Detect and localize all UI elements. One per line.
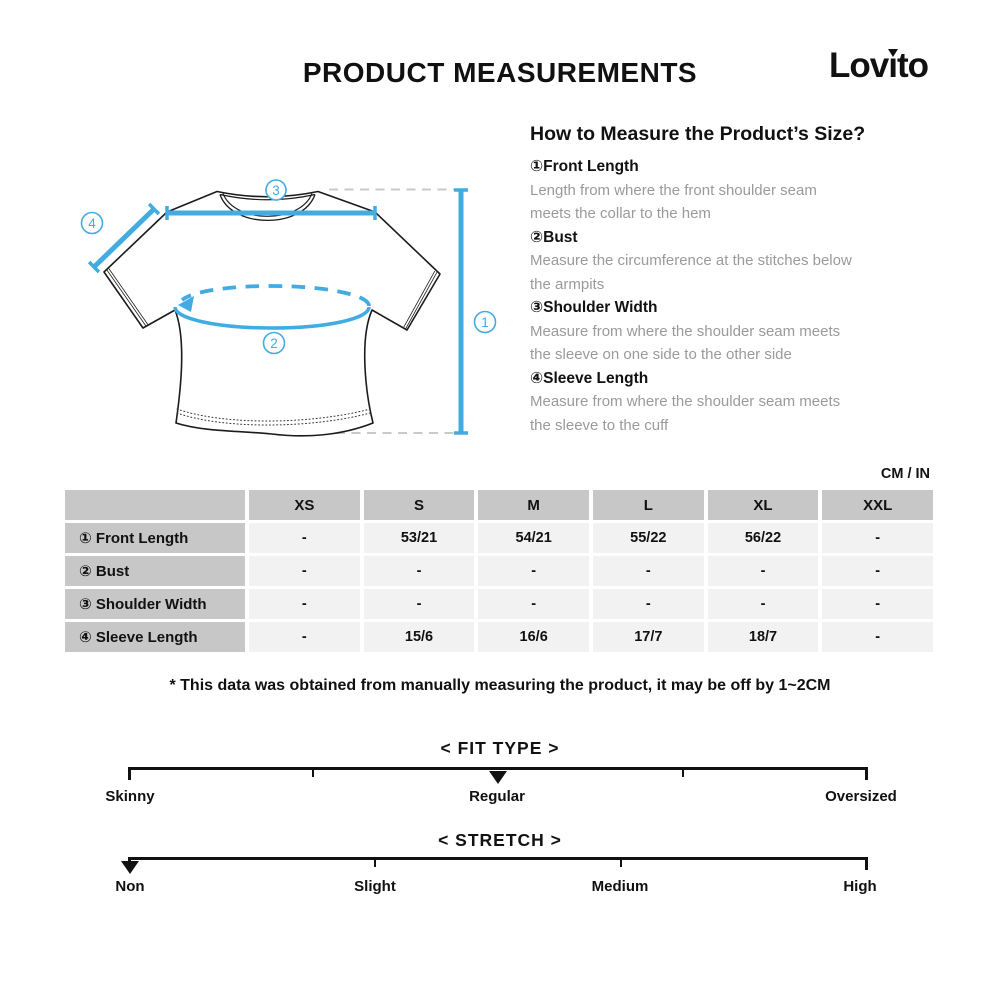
item-number: ③ [530,299,544,316]
howto-item-desc-line: Measure from where the shoulder seam meets [530,393,841,410]
howto-item-title [530,226,930,250]
value-cell: 55/22 [593,523,704,553]
front-length-annotation [454,190,468,433]
value-cell: - [249,556,360,586]
scale-tick [865,857,868,870]
item-number: ④ [530,369,544,387]
howto-item-title [530,367,930,391]
stretch-label-medium: Medium [591,878,649,895]
scale-tick [682,770,684,777]
value-cell: - [593,589,704,619]
size-table [65,490,933,652]
logo-i-dot-icon [888,49,898,57]
marker-3-label: 3 [272,182,280,198]
item-title-text: Sleeve Length [543,369,649,387]
howto-item-desc-line: the armpits [530,275,605,293]
fit-type-label-skinny: Skinny [105,788,155,805]
item-title-text: Shoulder Width [543,299,658,316]
howto-item-desc-line: meets the collar to the hem [530,205,711,222]
value-cell: 16/6 [478,622,589,652]
scale-tick [620,860,622,867]
scale-tick [128,767,131,780]
stretch-label-high: High [843,878,877,895]
page-title: PRODUCT MEASUREMENTS [302,57,698,88]
how-to-measure-section [530,123,930,437]
howto-item-desc-line: the sleeve to the cuff [530,416,669,434]
fit-type-label-oversized: Oversized [825,788,897,805]
value-cell: - [593,556,704,586]
value-cell: - [822,556,933,586]
brand-logo-i-char: ı [888,46,897,85]
marker-shoulder-width [266,180,286,200]
size-col-header-xl: XL [708,490,819,520]
scale-tick [312,770,314,777]
scale-tick [374,860,376,867]
howto-item-desc-line: Length from where the front shoulder seam [530,181,817,199]
brand-logo [829,46,928,86]
value-cell: - [708,556,819,586]
row-label-sleeve-length: ④ Sleeve Length [65,622,245,652]
value-cell: - [249,523,360,553]
item-number: ② [530,228,544,246]
value-cell: 53/21 [364,523,475,553]
howto-item-desc-line: the sleeve on one side to the other side [530,346,792,363]
howto-item-desc-line: Measure from where the shoulder seam meets [530,322,841,340]
row-label-shoulder-width: ③ Shoulder Width [65,589,245,619]
size-col-header-xs: XS [249,490,360,520]
howto-item-desc-line: Measure the circumference at the stitches below [530,252,852,269]
value-cell: 56/22 [708,523,819,553]
stretch-marker-icon [121,861,139,874]
size-col-header-m: M [478,490,589,520]
item-title-text: Front Length [543,158,639,175]
value-cell: - [249,589,360,619]
value-cell: - [249,622,360,652]
marker-bust [264,333,285,354]
value-cell: - [822,523,933,553]
stretch-title: < STRETCH > [438,830,562,850]
item-title-text: Bust [543,228,578,246]
brand-logo-post: to [896,46,928,85]
value-cell: 54/21 [478,523,589,553]
value-cell: 15/6 [364,622,475,652]
row-label-front-length: ① Front Length [65,523,245,553]
marker-4-label: 4 [88,215,96,231]
value-cell: - [364,556,475,586]
item-number: ① [530,158,544,175]
size-col-header-s: S [364,490,475,520]
value-cell: - [364,589,475,619]
how-to-heading: How to Measure the Product’s Size? [530,123,866,145]
stretch-label-slight: Slight [354,878,396,895]
stretch-label-non: Non [115,878,145,895]
brand-logo-i [888,46,897,86]
value-cell: - [478,556,589,586]
marker-2-label: 2 [270,335,278,351]
fit-type-marker-icon [489,771,507,784]
value-cell: - [822,622,933,652]
marker-front-length [475,312,496,333]
howto-item-title [530,155,930,179]
howto-item-title [530,296,930,320]
marker-1-label: 1 [481,314,489,330]
tshirt-measurement-diagram [60,150,500,460]
value-cell: 18/7 [708,622,819,652]
size-col-header-xxl: XXL [822,490,933,520]
row-label-bust: ② Bust [65,556,245,586]
table-corner-cell [65,490,245,520]
value-cell: - [822,589,933,619]
tshirt-outline [104,192,440,436]
fit-type-title: < FIT TYPE > [440,738,560,758]
value-cell: 17/7 [593,622,704,652]
value-cell: - [708,589,819,619]
scale-line [128,857,868,860]
marker-sleeve-length [82,213,103,234]
fit-type-label-regular: Regular [469,788,525,805]
unit-label: CM / IN [880,466,930,482]
brand-logo-pre: Lov [828,46,889,85]
scale-line [128,767,868,770]
scale-tick [865,767,868,780]
size-col-header-l: L [593,490,704,520]
measurement-disclaimer: * This data was obtained from manually measuring the product, it may be off by 1~2CM [169,677,831,694]
value-cell: - [478,589,589,619]
